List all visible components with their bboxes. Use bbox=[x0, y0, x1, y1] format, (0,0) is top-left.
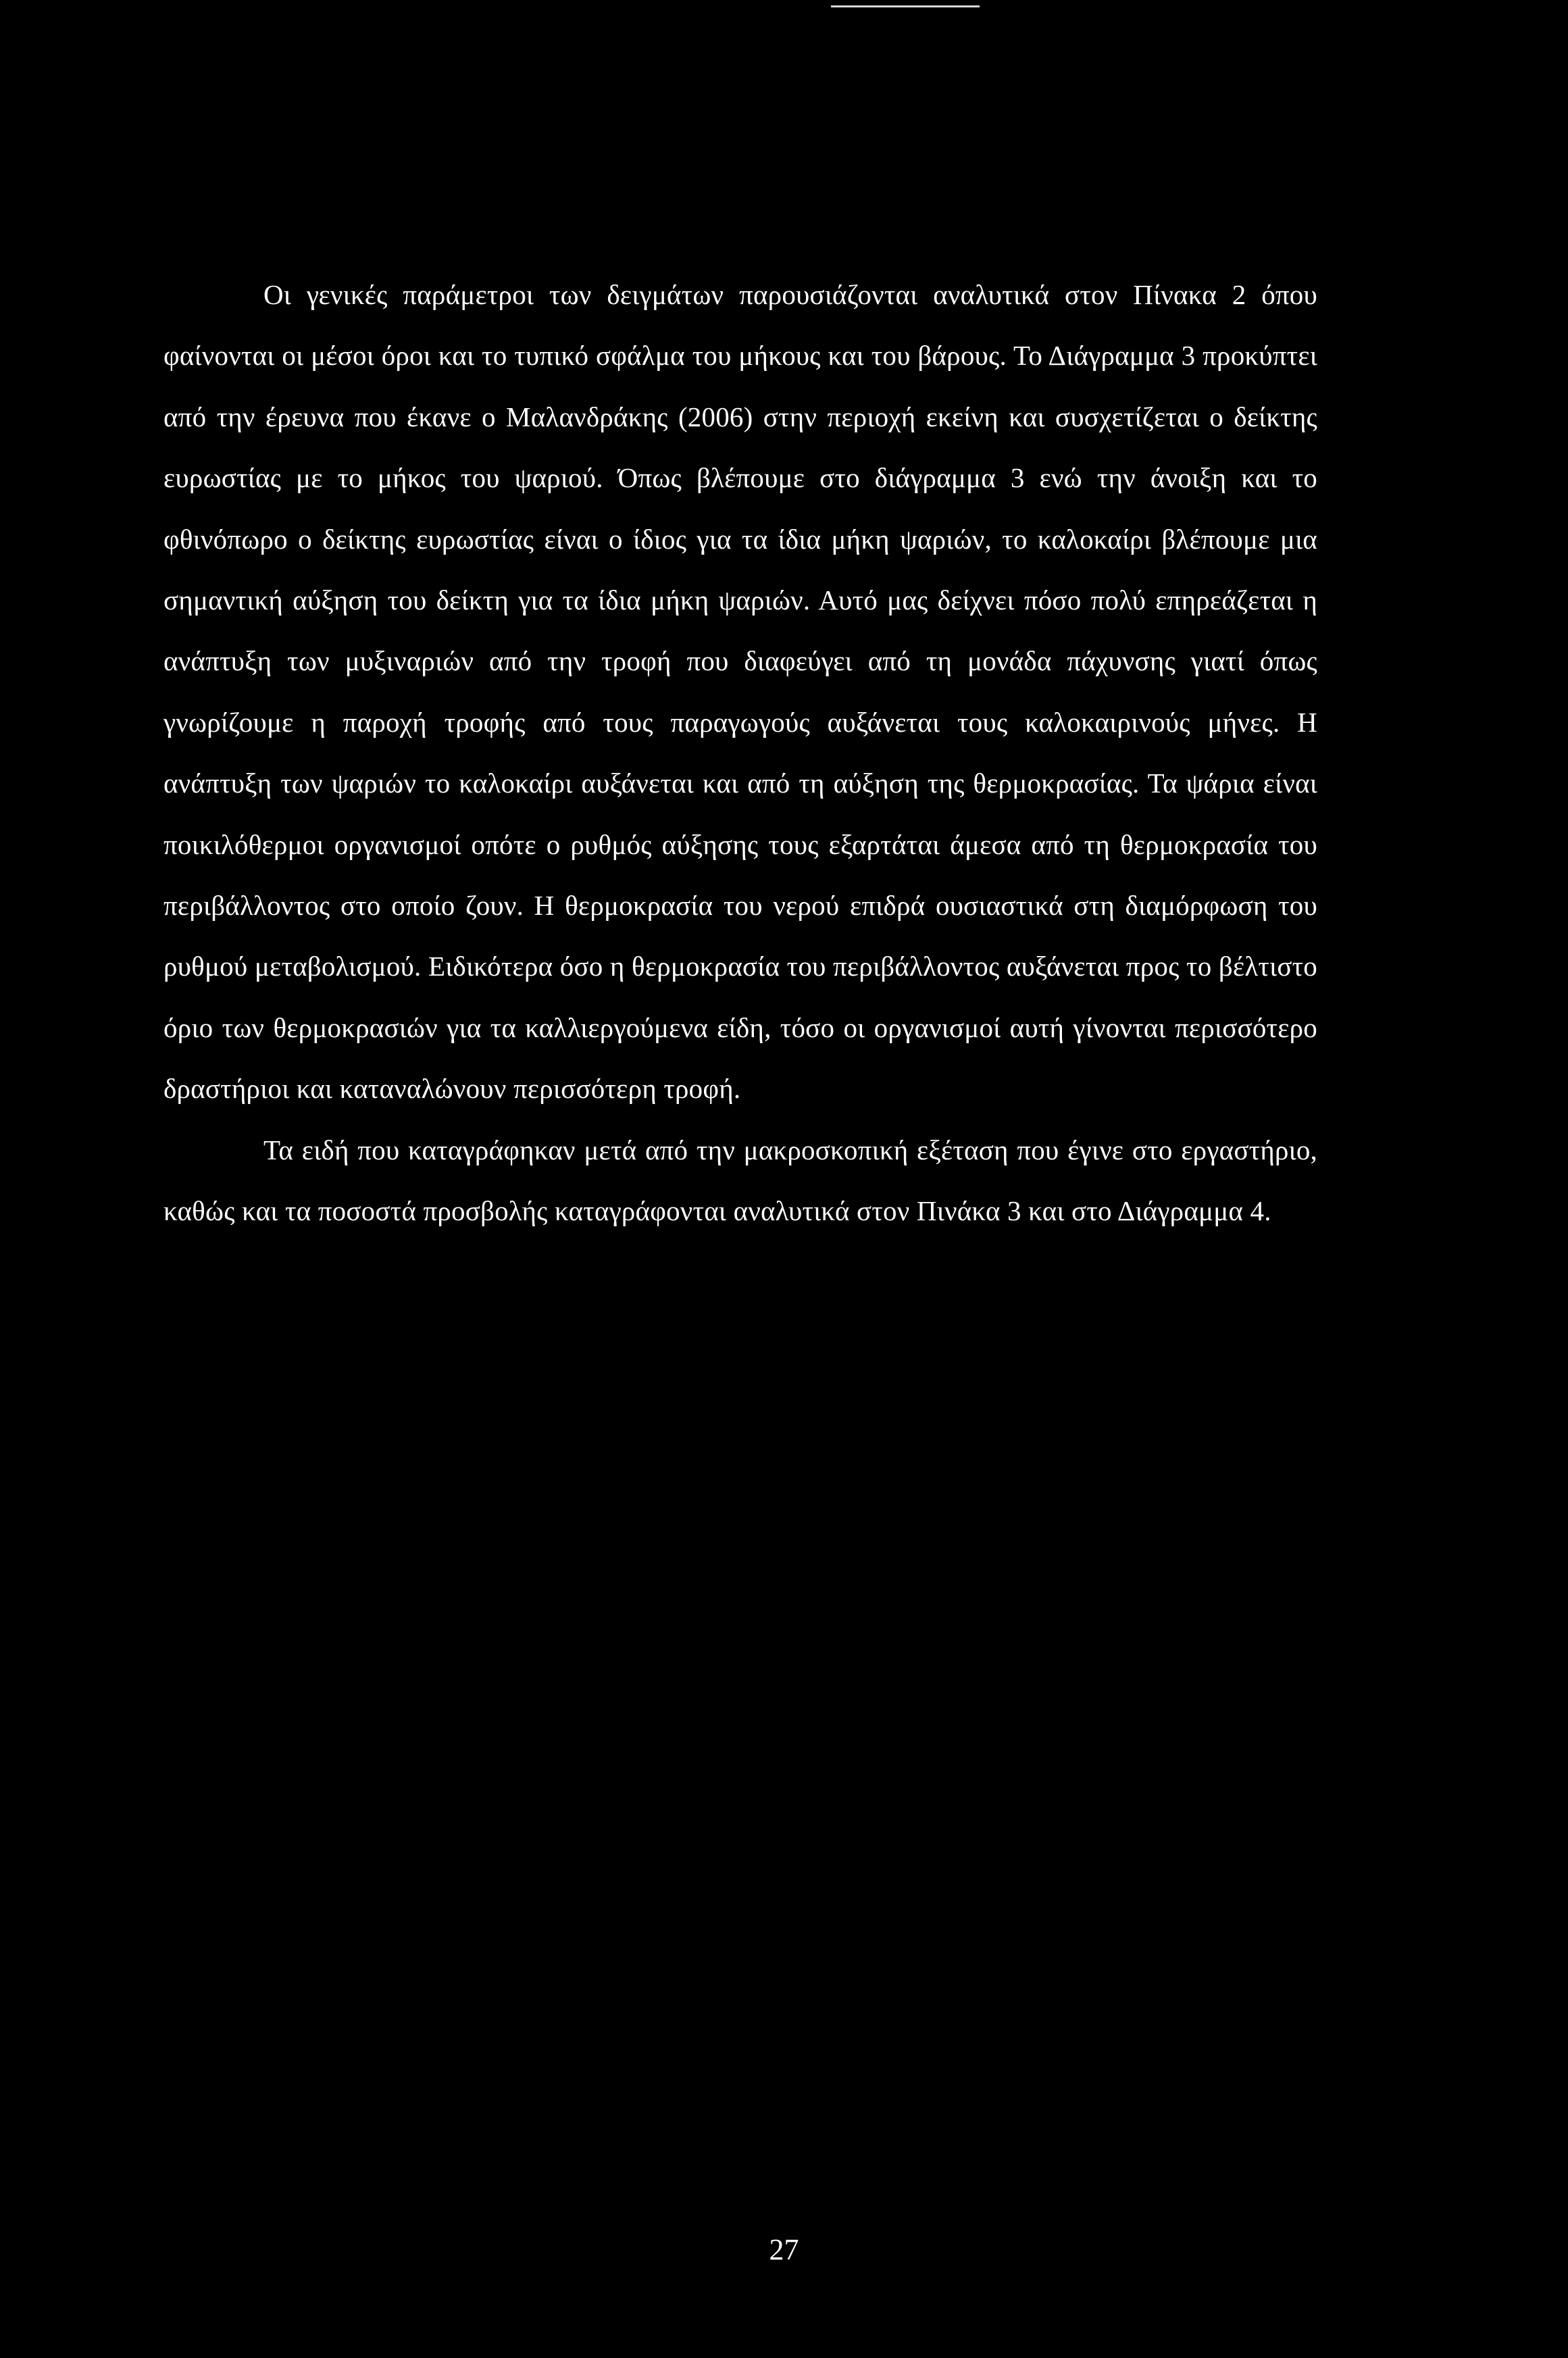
top-rule bbox=[831, 5, 980, 7]
body-text bbox=[163, 264, 1317, 1242]
paragraph-2: Τα ειδή που καταγράφηκαν μετά από την μακροσκοπική εξέταση που έγινε στο εργαστήριο, καθώς και τα ποσοστά προσβολής καταγράφονται αναλυτικά στον Πινάκα 3 και στο Διάγραμμα 4. bbox=[163, 1134, 1317, 1227]
page-number: 27 bbox=[769, 2233, 799, 2266]
paragraph-1: Οι γενικές παράμετροι των δειγμάτων παρουσιάζονται αναλυτικά στον Πίνακα 2 όπου φαίνονται οι μέσοι όροι και το τυπικό σφάλμα του μήκους και του βάρους. Το Διάγραμμα 3 προκύπτει από την έρευνα που έκανε ο Μαλανδράκης (2006) στην περιοχή εκείνη και συσχετίζεται ο δείκτης ευρωστίας με το μήκος του ψαριού. Όπως βλέπουμε στο διάγραμμα 3 ενώ την άνοιξη και το φθινόπωρο ο δείκτης ευρωστίας είναι ο ίδιος για τα ίδια μήκη ψαριών, το καλοκαίρι βλέπουμε μια σημαντική αύξηση του δείκτη για τα ίδια μήκη ψαριών. Αυτό μας δείχνει πόσο πολύ επηρεάζεται η ανάπτυξη των μυξιναριών από την τροφή που διαφεύγει από τη μονάδα πάχυνσης γιατί όπως γνωρίζουμε η παροχή τροφής από τους παραγωγούς αυξάνεται τους καλοκαιρινούς μήνες. Η ανάπτυξη των ψαριών το καλοκαίρι αυξάνεται και από τη αύξηση της θερμοκρασίας. Τα ψάρια είναι ποικιλόθερμοι οργανισμοί οπότε ο ρυθμός αύξησης τους εξαρτάται άμεσα από τη θερμοκρασία του περιβάλλοντος στο οποίο ζουν. Η θερμοκρασία του νερού επιδρά ουσιαστικά στη διαμόρφωση του ρυθμού μεταβολισμού. Ειδικότερα όσο η θερμοκρασία του περιβάλλοντος αυξάνεται προς το βέλτιστο όριο των θερμοκρασιών για τα καλλιεργούμενα είδη, τόσο οι οργανισμοί αυτή γίνονται περισσότερο δραστήριοι και καταναλώνουν περισσότερη τροφή. bbox=[163, 279, 1317, 1105]
